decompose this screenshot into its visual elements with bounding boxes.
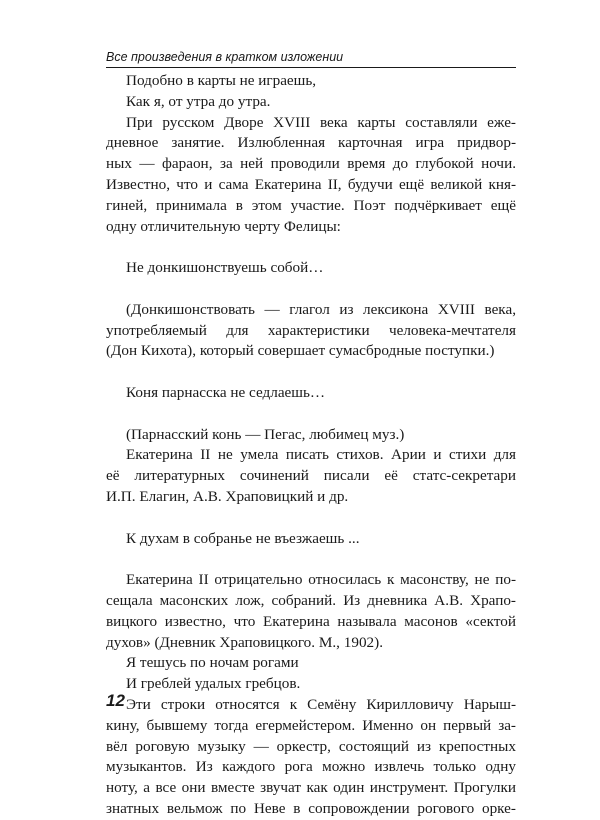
text-line: Известно, что и сама Екатерина II, будучи ещё великой кня- [106, 175, 516, 193]
page-number: 12 [106, 691, 125, 710]
spacer [106, 279, 516, 300]
running-header: Все произведения в кратком изложении [106, 50, 516, 68]
spacer [106, 508, 516, 529]
verse-line: Как я, от утра до утра. [126, 92, 271, 110]
text-line: кину, бывшему тогда егермейстером. Именно он первый за- [106, 716, 516, 734]
text-line: (Донкишонствовать — глагол из лексикона XVIII века, [126, 300, 516, 318]
verse-line: Я тешусь по ночам рогами [126, 654, 299, 672]
text-line: духов» (Дневник Храповицкого. М., 1902). [106, 633, 383, 651]
text-line: вёл роговую музыку — оркестр, состоящий из крепостных [106, 737, 516, 755]
paragraph [106, 113, 516, 238]
text-line: сещала масонских лож, собраний. Из дневника А.В. Храпо- [106, 591, 516, 609]
verse-line: И греблей удалых гребцов. [126, 675, 301, 693]
text-line: Екатерина II отрицательно относилась к масонству, не по- [126, 571, 516, 589]
paragraph [106, 695, 516, 820]
text-line: ноту, а все они вместе звучат как один инструмент. Прогулки [106, 779, 516, 797]
text-line: дневное занятие. Излюбленная карточная игра придвор- [106, 134, 516, 152]
spacer [106, 237, 516, 258]
text-line: (Парнасский конь — Пегас, любимец муз.) [126, 425, 405, 443]
spacer [106, 549, 516, 570]
verse-line: Не донкишонствуешь собой… [126, 259, 324, 277]
text-line: употребляемый для характеристики человека-мечтателя [106, 321, 516, 339]
paragraph [106, 445, 516, 507]
page-content [106, 71, 516, 820]
text-line: вицкого известно, что Екатерина называла масонов «сектой [106, 612, 516, 630]
text-line: (Дон Кихота), который совершает сумасбродные поступки.) [106, 342, 495, 360]
text-line: музыкантов. Из каждого рога можно извлечь только одну [106, 758, 516, 776]
text-line: её литературных сочинений писали её статс-секретари [106, 467, 516, 485]
spacer [106, 362, 516, 383]
paragraph [106, 570, 516, 653]
paragraph [106, 425, 516, 446]
text-line: И.П. Елагин, А.В. Храповицкий и др. [106, 487, 349, 505]
text-line: гиней, принимала в этом участие. Поэт подчёркивает ещё [106, 196, 516, 214]
verse-line: Коня парнасска не седлаешь… [126, 383, 326, 401]
text-line: ных — фараон, за ней проводили время до глубокой ночи. [106, 155, 516, 173]
paragraph [106, 300, 516, 362]
verse-line: Подобно в карты не играешь, [126, 72, 317, 89]
text-line: Екатерина II не умела писать стихов. Арии и стихи для [126, 446, 516, 464]
text-line: одну отличительную черту Фелицы: [106, 217, 341, 235]
verse-line: К духам в собранье не въезжаешь ... [126, 529, 360, 547]
text-line: знатных вельмож по Неве в сопровождении рогового орке- [106, 799, 516, 817]
text-line: Эти строки относятся к Семёну Кирилловичу Нарыш- [126, 695, 516, 713]
spacer [106, 404, 516, 425]
text-line: При русском Дворе XVIII века карты составляли еже- [126, 113, 516, 131]
